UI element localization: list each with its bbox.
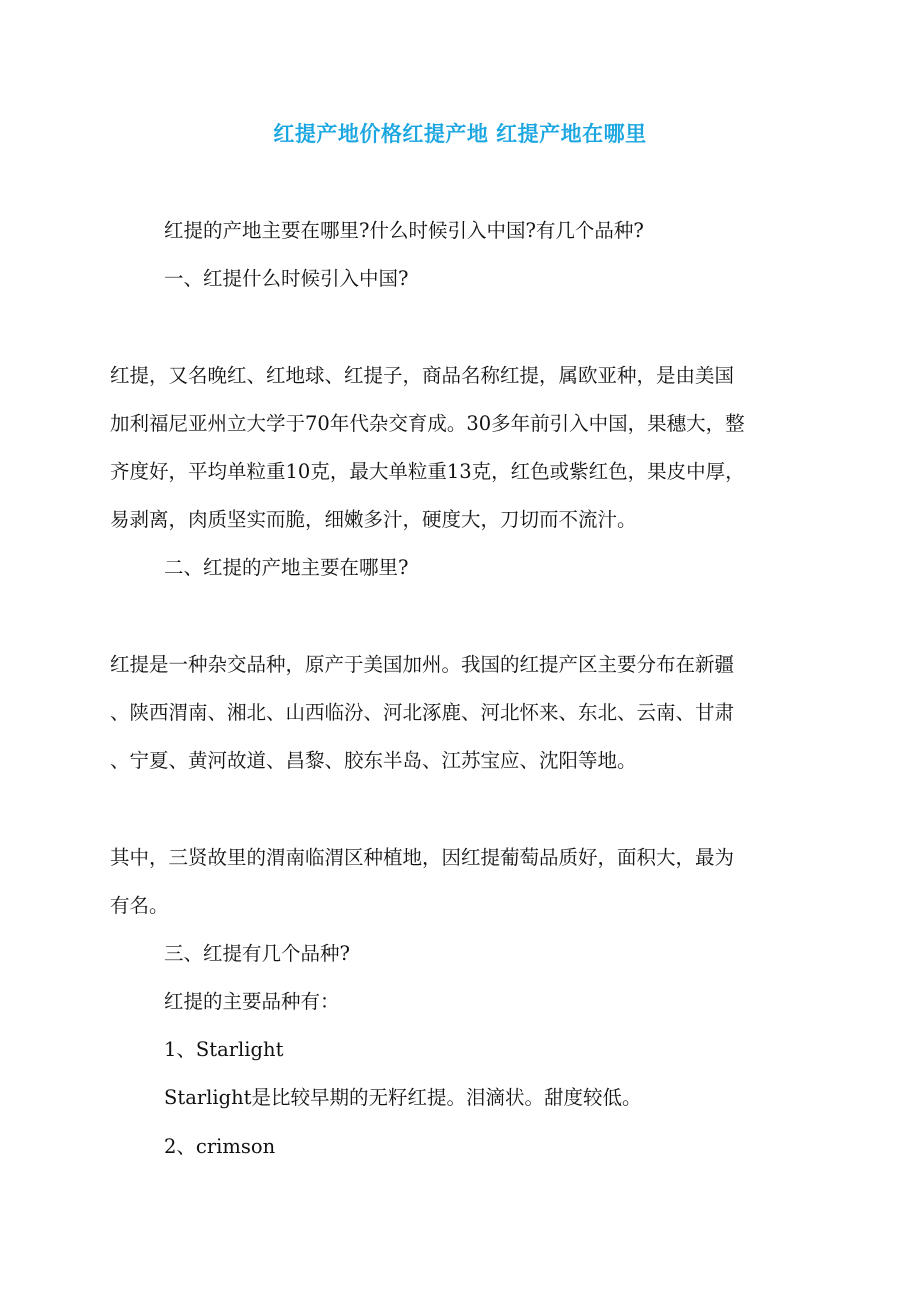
section1-line-2: 加利福尼亚州立大学于70年代杂交育成。30多年前引入中国，果穗大，整 xyxy=(110,412,745,435)
document-title: 红提产地价格红提产地 红提产地在哪里 xyxy=(273,122,647,146)
intro-question: 红提的产地主要在哪里?什么时候引入中国?有几个品种? xyxy=(164,219,644,242)
section2-line-2: 、陕西渭南、湘北、山西临汾、河北涿鹿、河北怀来、东北、云南、甘肃 xyxy=(110,701,735,724)
section3-heading: 三、红提有几个品种? xyxy=(164,942,350,965)
section2-extra-line-2: 有名。 xyxy=(110,894,169,917)
section2-body xyxy=(110,641,734,785)
section1-body xyxy=(110,352,745,544)
variety1-heading: 1、Starlight xyxy=(164,1038,284,1061)
section1-line-1: 红提，又名晚红、红地球、红提子，商品名称红提，属欧亚种，是由美国 xyxy=(110,364,735,387)
varieties-intro: 红提的主要品种有： xyxy=(164,990,340,1013)
variety1-description: Starlight是比较早期的无籽红提。泪滴状。甜度较低。 xyxy=(164,1086,642,1109)
section1-heading: 一、红提什么时候引入中国? xyxy=(164,267,409,290)
section2-extra xyxy=(110,834,734,930)
section2-line-1: 红提是一种杂交品种，原产于美国加州。我国的红提产区主要分布在新疆 xyxy=(110,653,735,676)
section2-extra-line-1: 其中，三贤故里的渭南临渭区种植地，因红提葡萄品质好，面积大，最为 xyxy=(110,846,735,869)
variety2-heading: 2、crimson xyxy=(164,1135,276,1158)
section1-line-3: 齐度好，平均单粒重10克，最大单粒重13克，红色或紫红色，果皮中厚， xyxy=(110,460,745,483)
section2-heading: 二、红提的产地主要在哪里? xyxy=(164,556,409,579)
section1-line-4: 易剥离，肉质坚实而脆，细嫩多汁，硬度大，刀切而不流汁。 xyxy=(110,508,637,531)
section2-line-3: 、宁夏、黄河故道、昌黎、胶东半岛、江苏宝应、沈阳等地。 xyxy=(110,749,637,772)
